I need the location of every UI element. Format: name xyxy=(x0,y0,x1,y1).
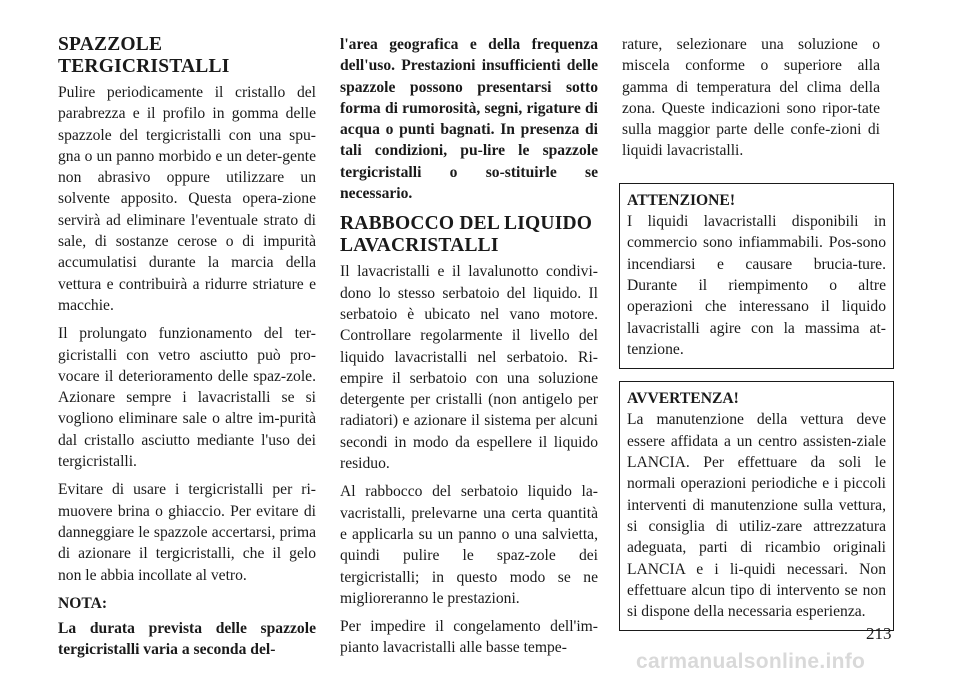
paragraph: Evitare di usare i tergicristalli per ri-muovere brina o ghiaccio. Per evitare di danneggiare le spazzole accertarsi, prima di azionare il tergicristalli, che il gelo non le abbia incollate al vetro. xyxy=(58,481,316,584)
paragraph: Pulire periodicamente il cristallo del parabrezza e il profilo in gomma delle spazzole del tergicristalli con una spu-gna o un panno morbido e un deter-gente non abrasivo oppure utilizzare un solvente apposito. Questa opera-zione servirà ad eliminare l'eventuale strato di sale, di sostanze cerose o di impurità accumulatisi durante la marcia della vettura e contribuirà a ridurre striature e macchie. xyxy=(58,84,316,314)
avvertenza-box xyxy=(619,381,894,631)
heading-spazzole-tergicristalli: SPAZZOLE TERGICRISTALLI xyxy=(58,34,230,77)
column-1 xyxy=(58,34,316,661)
nota-label: NOTA: xyxy=(58,594,108,612)
avvertenza-title: AVVERTENZA! xyxy=(627,390,739,408)
column-2 xyxy=(340,34,598,659)
paragraph: Al rabbocco del serbatoio liquido la-vacristalli, prelevarne una certa quantità e applicarla su un panno o una salvietta, quindi pulire le spaz-zole dei tergicristalli; in questo modo se ne miglioreranno le prestazioni. xyxy=(340,483,598,607)
paragraph: Il lavacristalli e il lavalunotto condivi-dono lo stesso serbatoio del liquido. Il serbatoio è ubicato nel vano motore. Controllare regolarmente il livello del liquido lavacristalli nel serbatoio. Ri-empire il serbatoio con una soluzione detergente per cristalli (non antigelo per radiatori) e azionare il sistema per alcuni secondi in modo da espellere il liquido residuo. xyxy=(340,263,598,473)
attenzione-box xyxy=(619,183,894,369)
attenzione-text: I liquidi lavacristalli disponibili in commercio sono infiammabili. Pos-sono incendiarsi e causare brucia-ture. Durante il riempimento o altre operazioni che interessano il liquido lavacristalli agire con la massima at-tenzione. xyxy=(627,213,886,358)
heading-rabbocco-liquido: RABBOCCO DEL LIQUIDO LAVACRISTALLI xyxy=(340,213,593,257)
paragraph: Il prolungato funzionamento del ter-gicristalli con vetro asciutto può pro-vocare il deterioramento delle spaz-zole. Azionare sempre i lavacristalli se si vogliono eliminare sale o altre im-purità dal cristallo asciutto mediante l'uso dei tergicristalli. xyxy=(58,325,316,471)
watermark: carmanualsonline.info xyxy=(636,650,866,673)
paragraph: rature, selezionare una soluzione o miscela conforme o superiore alla gamma di temperatura del clima della zona. Queste indicazioni sono ripor-tate sulla maggior parte delle confe-zioni di liquidi lavacristalli. xyxy=(622,36,880,160)
column-3 xyxy=(622,34,886,631)
nota-text: La durata prevista delle spazzole tergicristalli varia a seconda del- xyxy=(58,620,316,659)
nota-text-continued: l'area geografica e della frequenza dell'uso. Prestazioni insufficienti delle spazzole possono presentarsi sotto forma di rumorosità, segni, rigature di acqua o punti bagnati. In presenza di tali condizioni, pu-lire le spazzole tergicristalli o so-stituirle se necessario. xyxy=(340,36,598,203)
page-number: 213 xyxy=(866,624,892,643)
attenzione-title: ATTENZIONE! xyxy=(627,191,736,209)
avvertenza-text: La manutenzione della vettura deve essere affidata a un centro assisten-ziale LANCIA. Per effettuare da soli le normali operazioni periodiche e i piccoli interventi di manutenzione sulla vettura, si consiglia di utiliz-zare attrezzatura adeguata, parti di ricambio originali LANCIA e i li-quidi necessari. Non effettuare alcun tipo di intervento se non si dispone della necessaria esperienza. xyxy=(627,411,886,621)
paragraph: Per impedire il congelamento dell'im-pianto lavacristalli alle basse tempe- xyxy=(340,618,598,657)
